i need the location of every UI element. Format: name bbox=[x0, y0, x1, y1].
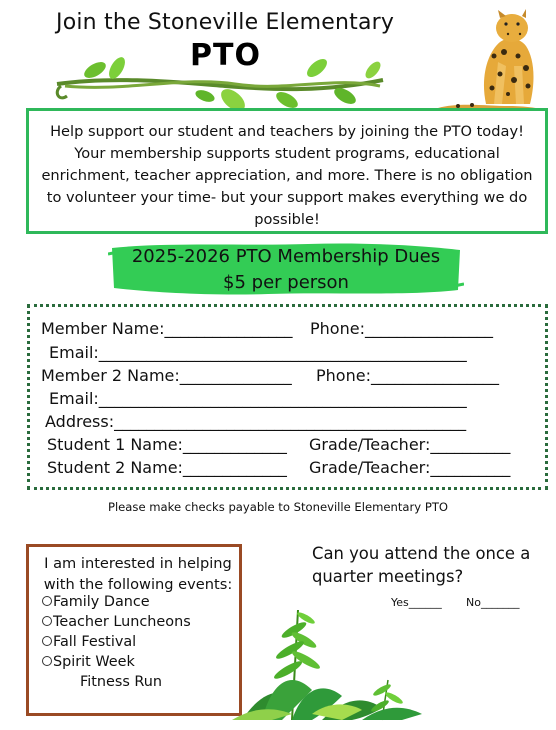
event-label: Family Dance bbox=[53, 594, 150, 610]
event-label: Fitness Run bbox=[80, 674, 163, 690]
event-label: Fall Festival bbox=[53, 634, 137, 650]
events-interest-box bbox=[26, 544, 242, 716]
event-option-fall-festival[interactable] bbox=[42, 634, 136, 650]
member-name-field[interactable]: Member Name:________________ bbox=[41, 319, 293, 338]
meetings-question: Can you attend the once a quarter meetings? bbox=[312, 544, 531, 586]
intro-text: Help support our student and teachers by joining the PTO today! Your membership supports student programs, educational enrichment, teacher appreciation, and more. There is no obligation to volunteer your time- but your support makes everything we do possible! bbox=[41, 123, 533, 228]
page-title-line1: Join the Stoneville Elementary bbox=[56, 10, 395, 35]
event-option-spirit-week[interactable] bbox=[42, 654, 135, 670]
event-label: Spirit Week bbox=[53, 654, 135, 670]
event-label: Teacher Luncheons bbox=[53, 614, 191, 630]
events-heading: I am interested in helping with the following events: bbox=[43, 555, 233, 593]
yes-answer-field[interactable]: Yes______ bbox=[391, 596, 442, 609]
leopard-illustration bbox=[428, 6, 548, 112]
checks-payable-note: Please make checks payable to Stoneville Elementary PTO bbox=[107, 500, 449, 514]
jungle-plants-illustration bbox=[232, 590, 432, 730]
email2-field[interactable]: Email:______________________________________________ bbox=[49, 389, 467, 408]
member2-name-field[interactable]: Member 2 Name:______________ bbox=[41, 366, 292, 385]
phone2-field[interactable]: Phone:________________ bbox=[316, 366, 499, 385]
student2-name-field[interactable]: Student 2 Name:_____________ bbox=[47, 458, 287, 477]
email-field[interactable]: Email:______________________________________________ bbox=[49, 343, 467, 362]
student1-name-field[interactable]: Student 1 Name:_____________ bbox=[47, 435, 287, 454]
checkbox-circle-icon[interactable] bbox=[42, 656, 52, 666]
event-option-teacher-luncheons[interactable] bbox=[42, 614, 191, 630]
event-option-family-dance[interactable] bbox=[42, 594, 150, 610]
checkbox-circle-icon[interactable] bbox=[42, 616, 52, 626]
grade1-field[interactable]: Grade/Teacher:__________ bbox=[309, 435, 511, 454]
phone-field[interactable]: Phone:________________ bbox=[310, 319, 493, 338]
event-option-fitness-run[interactable] bbox=[80, 674, 162, 690]
address-field[interactable]: Address:____________________________________________ bbox=[45, 412, 467, 431]
dues-text bbox=[108, 244, 464, 296]
dues-amount: $5 per person bbox=[223, 272, 349, 293]
intro-box bbox=[26, 108, 548, 234]
vine-illustration bbox=[55, 56, 385, 116]
no-answer-field[interactable]: No_______ bbox=[466, 596, 520, 609]
page-title-pto: PTO bbox=[190, 38, 261, 73]
checkbox-circle-icon[interactable] bbox=[42, 596, 52, 606]
dues-heading: 2025-2026 PTO Membership Dues bbox=[131, 246, 441, 267]
checkbox-circle-icon[interactable] bbox=[42, 636, 52, 646]
grade2-field[interactable]: Grade/Teacher:__________ bbox=[309, 458, 511, 477]
